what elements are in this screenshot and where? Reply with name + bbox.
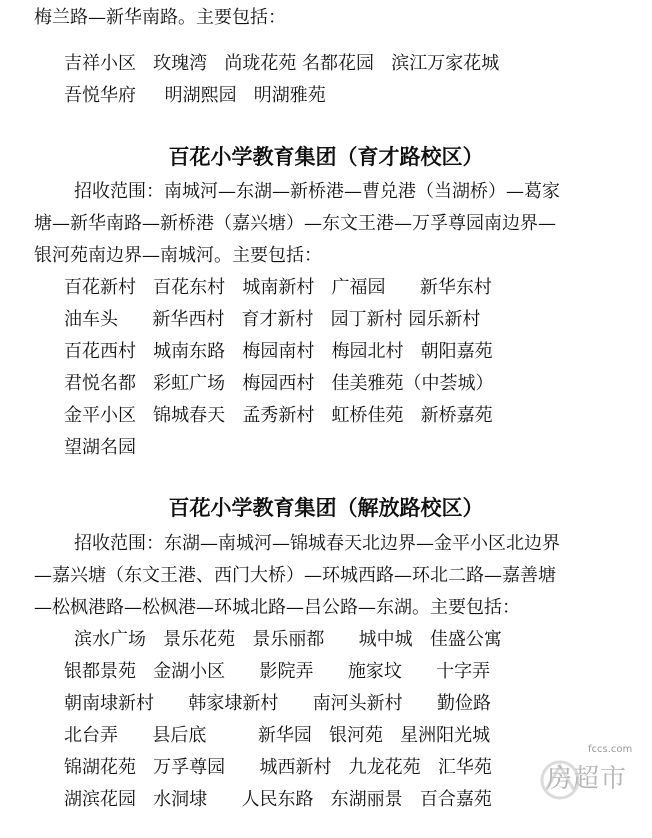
enrollment-range-line: 银河苑南边界—南城河。主要包括：: [34, 245, 322, 266]
enrollment-range-line: 招收范围：东湖—南城河—锦城春天北边界—金平小区北边界: [74, 533, 560, 554]
text-line: 梅兰路—新华南路。主要包括：: [34, 7, 286, 28]
section-title-jiefang: 百花小学教育集团（解放路校区）: [168, 495, 484, 520]
enrollment-range-line: —松枫港路—松枫港—环城北路—吕公路—东湖。主要包括：: [34, 597, 520, 618]
community-list-row: 君悦名都 彩虹广场 梅园西村 佳美雅苑（中荟城）: [64, 373, 494, 394]
enrollment-range-line: 塘—新华南路—新桥港（嘉兴塘）—东文王港—万孚尊园南边界—: [34, 213, 556, 234]
community-list-row: 百花西村 城南东路 梅园南村 梅园北村 朝阳嘉苑: [64, 341, 493, 362]
community-list-row: 银都景苑 金湖小区 影院弄 施家坟 十字弄: [64, 661, 491, 682]
enrollment-range-line: —嘉兴塘（东文王港、西门大桥）—环城西路—环北二路—嘉善塘: [34, 565, 556, 586]
community-list-row: 百花新村 百花东村 城南新村 广福园 新华东村: [64, 277, 492, 298]
watermark-text: 房超市: [546, 764, 628, 794]
watermark-url: fccs.com: [588, 744, 633, 755]
community-list-row: 湖滨花园 水洞埭 人民东路 东湖丽景 百合嘉苑: [64, 789, 492, 810]
section-title-yucai: 百花小学教育集团（育才路校区）: [168, 144, 484, 169]
community-list-row: 油车头 新华西村 育才新村 园丁新村 园乐新村: [64, 309, 481, 330]
community-list-row: 朝南埭新村 韩家埭新村 南河头新村 勤俭路: [64, 693, 491, 714]
community-list-row: 金平小区 锦城春天 孟秀新村 虹桥佳苑 新桥嘉苑: [64, 405, 493, 426]
community-list-row: 望湖名园: [64, 437, 136, 458]
community-list-row: 锦湖花苑 万孚尊园 城西新村 九龙花苑 汇华苑: [64, 757, 492, 778]
community-list-row: 吾悦华府 明湖熙园 明湖雅苑: [64, 85, 326, 106]
community-list-row: 北台弄 县后底 新华园 银河苑 星洲阳光城: [64, 725, 491, 746]
enrollment-range-line: 招收范围：南城河—东湖—新桥港—曹兑港（当湖桥）—葛家: [74, 181, 560, 202]
community-list-row: 吉祥小区 玫瑰湾 尚珑花苑 名都花园 滨江万家花城: [64, 53, 500, 74]
community-list-row: 滨水广场 景乐花苑 景乐丽都 城中城 佳盛公寓: [74, 629, 502, 650]
